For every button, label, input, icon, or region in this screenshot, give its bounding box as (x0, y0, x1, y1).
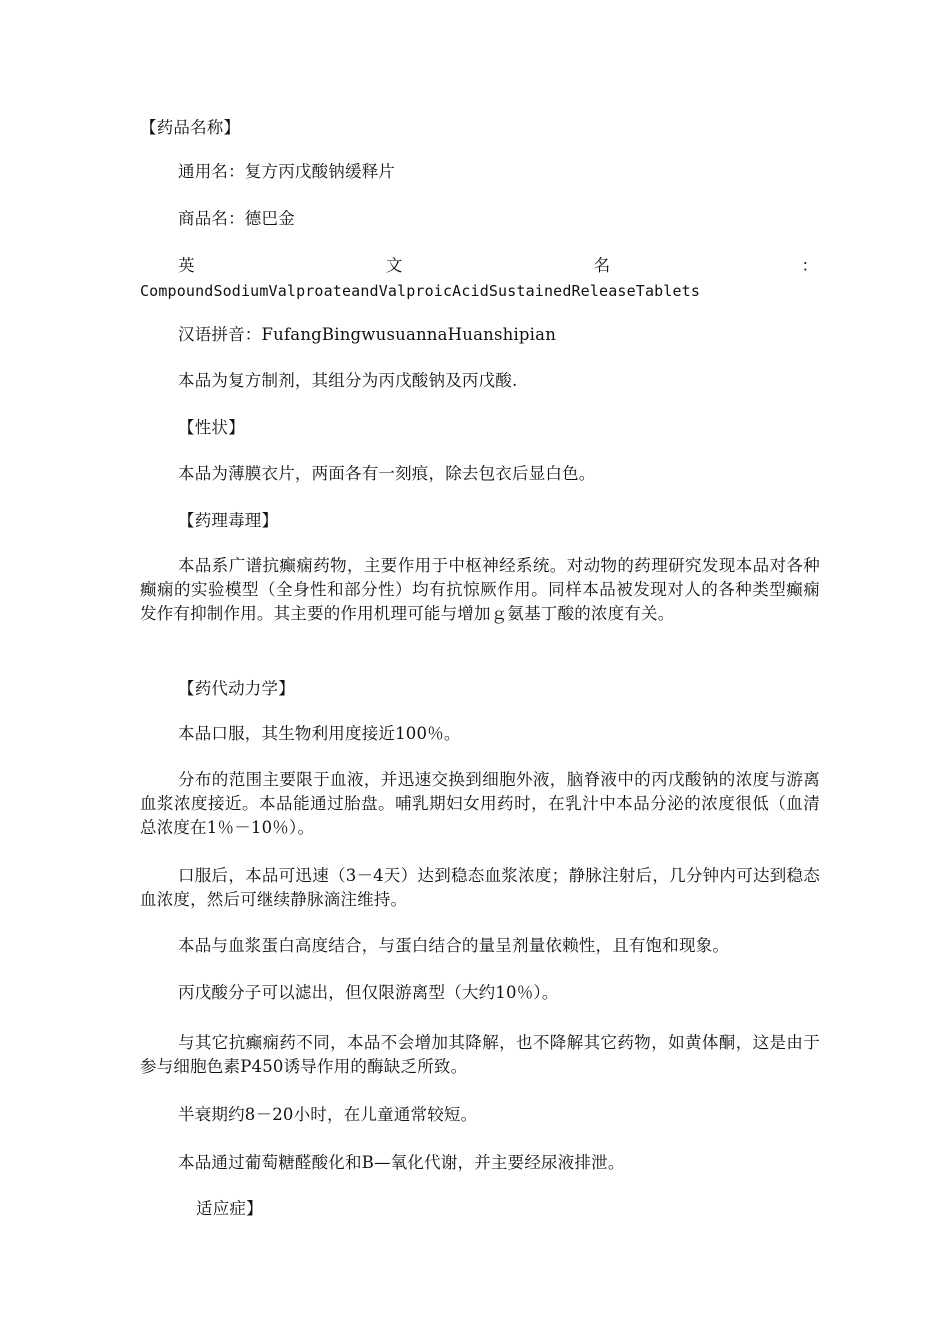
english-label-char: 名 (593, 256, 611, 275)
section-header-drug-name: 【药品名称】 (140, 118, 241, 137)
english-name-value: CompoundSodiumValproateandValproicAcidSustainedReleaseTablets (140, 282, 701, 300)
pk-excretion: 本品通过葡萄糖醛酸化和Β—氧化代谢，并主要经尿液排泄。 (178, 1153, 625, 1172)
pk-protein-binding: 本品与血浆蛋白高度结合，与蛋白结合的量呈剂量依赖性，且有饱和现象。 (178, 936, 730, 955)
section-header-appearance: 【性状】 (178, 418, 245, 437)
appearance-text: 本品为薄膜衣片，两面各有一刻痕，除去包衣后显白色。 (178, 464, 596, 483)
pk-metabolism-paragraph: 与其它抗癫痫药不同，本品不会增加其降解，也不降解其它药物，如黄体酮，这是由于参与细胞色素P450诱导作用的酶缺乏所致。 (140, 1033, 820, 1076)
section-header-indications: 适应症】 (196, 1199, 263, 1218)
section-header-pharmacokinetics: 【药代动力学】 (178, 679, 295, 698)
generic-name: 通用名：复方丙戊酸钠缓释片 (178, 162, 396, 181)
pharmacology-paragraph: 本品系广谱抗癫痫药物，主要作用于中枢神经系统。对动物的药理研究发现本品对各种癫痫的实验模型（全身性和部分性）均有抗惊厥作用。同样本品被发现对人的各种类型癫痫发作有抑制作用。其主要的作用机理可能与增加ｇ氨基丁酸的浓度有关。 (140, 556, 820, 623)
pk-bioavailability: 本品口服，其生物利用度接近100％。 (178, 724, 461, 743)
english-label-char: 英 (178, 256, 195, 275)
english-label-char: 文 (385, 256, 403, 275)
pk-distribution-paragraph: 分布的范围主要限于血液，并迅速交换到细胞外液，脑脊液中的丙戊酸钠的浓度与游离血浆浓度接近。本品能通过胎盘。哺乳期妇女用药时，在乳汁中本品分泌的浓度很低（血清总浓度在1％－10％）。 (140, 770, 820, 837)
pinyin-name: 汉语拼音：FufangBingwusuannaHuanshipian (178, 325, 557, 344)
pk-steady-state-paragraph: 口服后，本品可迅速（3－4天）达到稳态血浆浓度；静脉注射后，几分钟内可达到稳态血浓度，然后可继续静脉滴注维持。 (140, 866, 820, 909)
section-header-pharmacology: 【药理毒理】 (178, 511, 279, 530)
english-name-label (178, 254, 818, 278)
composition: 本品为复方制剂，其组分为丙戊酸钠及丙戊酸. (178, 371, 518, 390)
trade-name: 商品名：德巴金 (178, 209, 295, 228)
pk-filtration: 丙戊酸分子可以滤出，但仅限游离型（大约10％）。 (178, 983, 559, 1002)
pk-half-life: 半衰期约8－20小时，在儿童通常较短。 (178, 1105, 478, 1124)
english-label-char: ： (801, 256, 818, 275)
